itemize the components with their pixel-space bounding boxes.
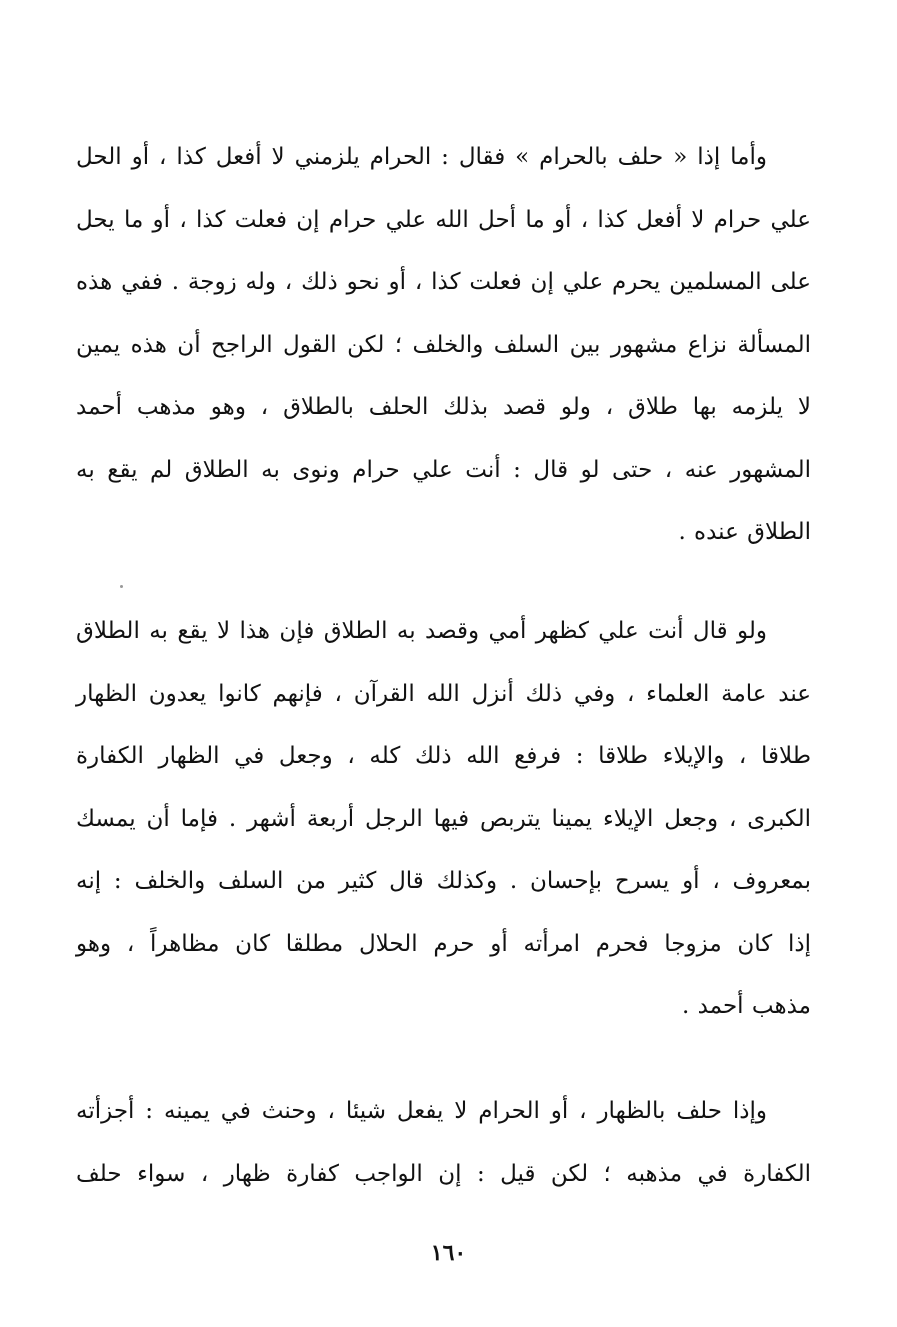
paragraph-1-line-4: المسألة نزاع مشهور بين السلف والخلف ؛ لكن القول الراجح أن هذه يمين — [76, 331, 811, 358]
paragraph-2-line-4: الكبرى ، وجعل الإيلاء يمينا يتربص فيها الرجل أربعة أشهر . فإما أن يمسك — [76, 805, 811, 832]
paragraph-2-line-2: عند عامة العلماء ، وفي ذلك أنزل الله القرآن ، فإنهم كانوا يعدون الظهار — [76, 680, 811, 707]
scan-speck — [120, 585, 123, 588]
paragraph-2-line-1: ولو قال أنت علي كظهر أمي وقصد به الطلاق فإن هذا لا يقع به الطلاق — [76, 618, 767, 644]
page-number: ١٦٠ — [430, 1240, 467, 1266]
paragraph-2 — [76, 600, 811, 1038]
paragraph-1 — [76, 126, 811, 564]
paragraph-3 — [76, 1080, 811, 1205]
paragraph-1-line-5: لا يلزمه بها طلاق ، ولو قصد بذلك الحلف بالطلاق ، وهو مذهب أحمد — [76, 394, 811, 420]
paragraph-1-line-7: الطلاق عنده . — [678, 519, 811, 545]
paragraph-2-line-3: طلاقا ، والإيلاء طلاقا : فرفع الله ذلك كله ، وجعل في الظهار الكفارة — [76, 743, 811, 769]
paragraph-2-line-6: إذا كان مزوجا فحرم امرأته أو حرم الحلال مطلقا كان مظاهراً ، وهو — [76, 930, 811, 957]
paragraph-2-line-7: مذهب أحمد . — [681, 993, 811, 1019]
paragraph-1-line-1: وأما إذا « حلف بالحرام » فقال : الحرام يلزمني لا أفعل كذا ، أو الحل — [76, 144, 767, 170]
paragraph-3-line-2: الكفارة في مذهبه ؛ لكن قيل : إن الواجب كفارة ظهار ، سواء حلف — [76, 1160, 811, 1187]
paragraph-1-line-6: المشهور عنه ، حتى لو قال : أنت علي حرام ونوى به الطلاق لم يقع به — [76, 456, 811, 483]
paragraph-1-line-3: على المسلمين يحرم علي إن فعلت كذا ، أو نحو ذلك ، وله زوجة . ففي هذه — [76, 269, 811, 295]
paragraph-1-line-2: علي حرام لا أفعل كذا ، أو ما أحل الله علي حرام إن فعلت كذا ، أو ما يحل — [76, 206, 811, 233]
paragraph-2-line-5: بمعروف ، أو يسرح بإحسان . وكذلك قال كثير من السلف والخلف : إنه — [76, 868, 811, 894]
paragraph-3-line-1: وإذا حلف بالظهار ، أو الحرام لا يفعل شيئا ، وحنث في يمينه : أجزأته — [76, 1098, 767, 1124]
